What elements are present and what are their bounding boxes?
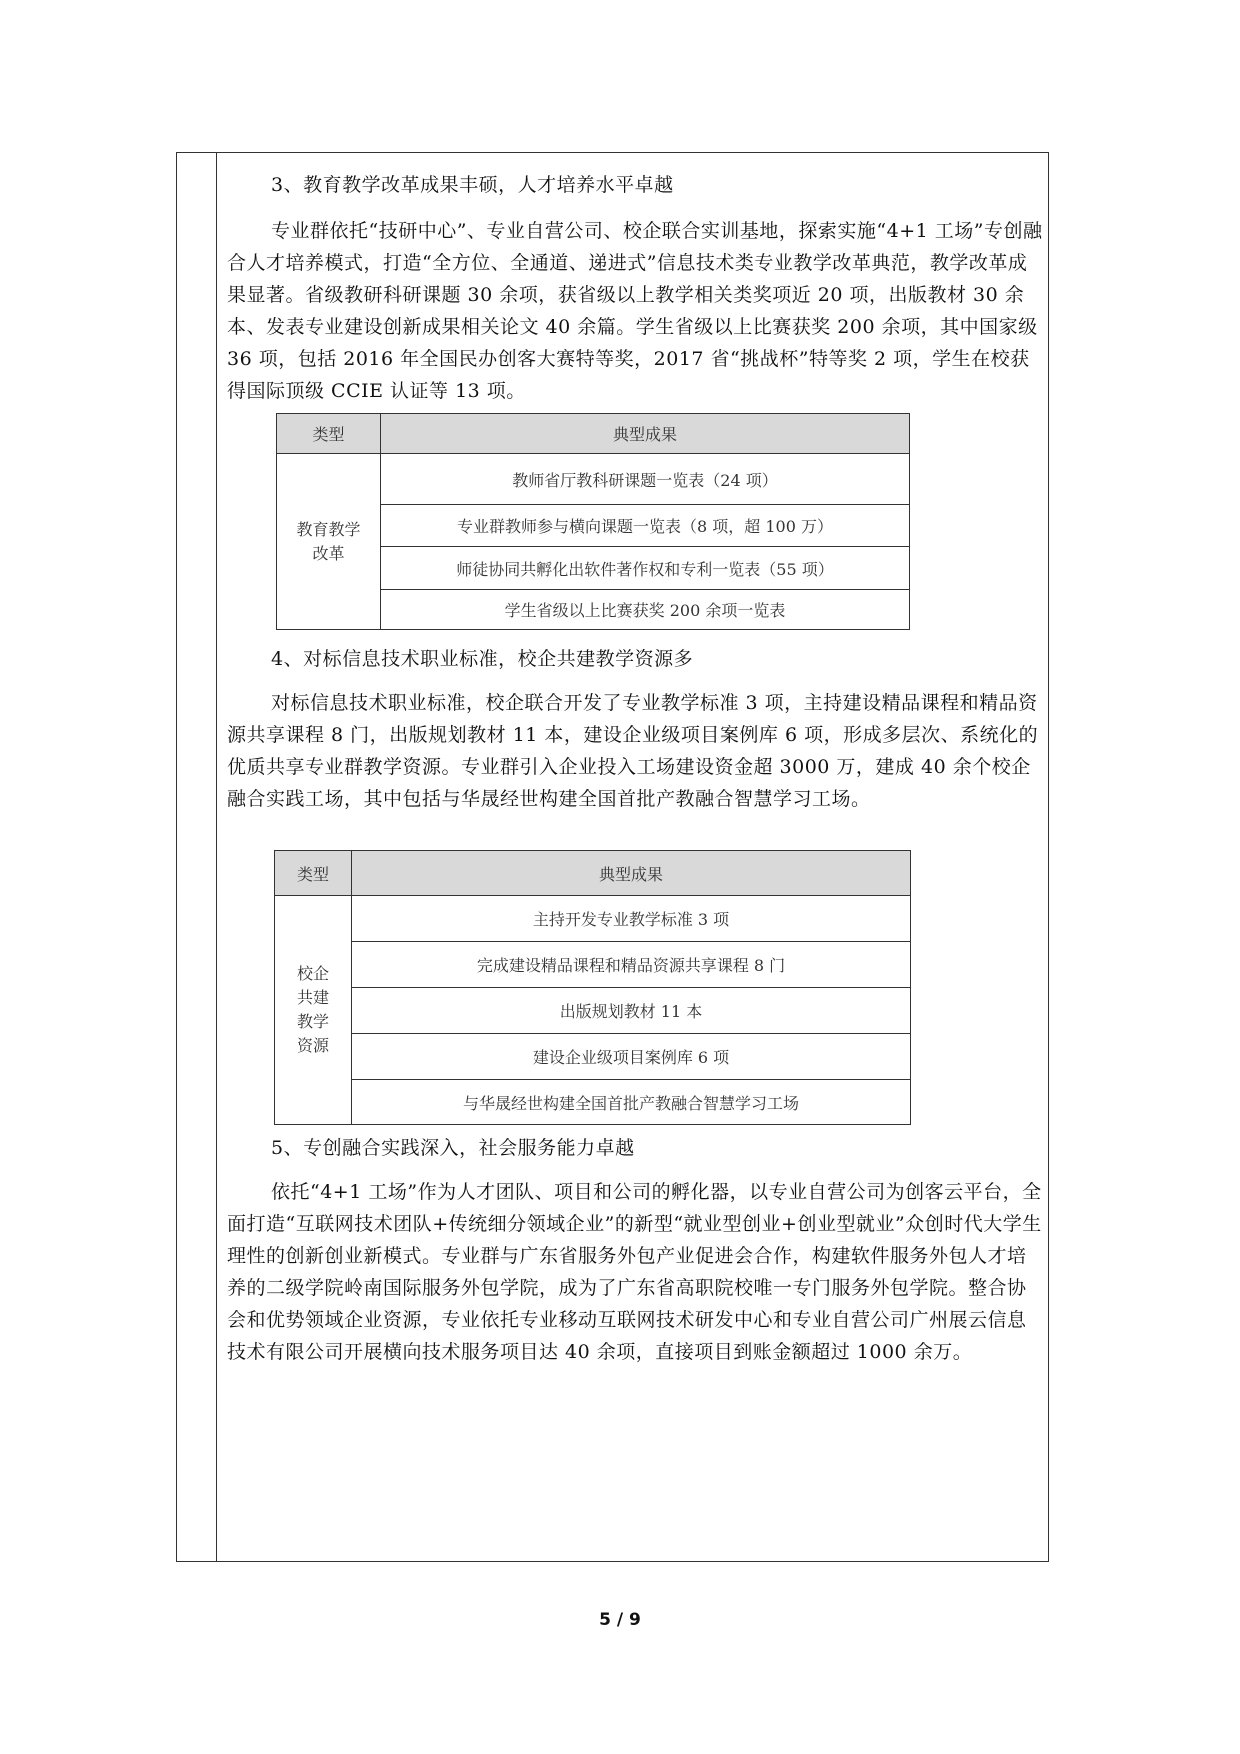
- table-row: [275, 1080, 911, 1125]
- table-header-result: 典型成果: [381, 414, 910, 454]
- table-row: [275, 942, 911, 988]
- section4-table: [274, 850, 911, 1125]
- form-frame: [176, 152, 1049, 1562]
- section4-paragraph: 对标信息技术职业标准，校企联合开发了专业教学标准 3 项，主持建设精品课程和精品资源共享课程 8 门，出版规划教材 11 本，建设企业级项目案例库 6 项，形成多层次、系统化的优质共享专业群教学资源。专业群引入企业投入工场建设资金超 3000 万，建成 40 余个校企融合实践工场，其中包括与华晟经世构建全国首批产教融合智慧学习工场。: [227, 692, 1039, 810]
- table-cell: 完成建设精品课程和精品资源共享课程 8 门: [352, 942, 911, 988]
- section5-heading: 5、专创融合实践深入，社会服务能力卓越: [271, 1137, 635, 1159]
- table-cell: 建设企业级项目案例库 6 项: [352, 1034, 911, 1080]
- table-header-type: 类型: [275, 851, 352, 896]
- table-cell: 学生省级以上比赛获奖 200 余项一览表: [381, 590, 910, 630]
- table-category-cell: 教育教学改革: [277, 454, 381, 630]
- table-cell: 教师省厅教科研课题一览表（24 项）: [381, 454, 910, 505]
- table-row: [277, 454, 910, 505]
- section3-table: [276, 413, 910, 630]
- page-number: 5 / 9: [599, 1610, 641, 1630]
- section4-heading: 4、对标信息技术职业标准，校企共建教学资源多: [271, 648, 694, 670]
- left-margin-column: [177, 153, 217, 1561]
- table-cell: 主持开发专业教学标准 3 项: [352, 896, 911, 942]
- table-cell: 与华晟经世构建全国首批产教融合智慧学习工场: [352, 1080, 911, 1125]
- table-row: [275, 896, 911, 942]
- table-row: [275, 1034, 911, 1080]
- table-header-type: 类型: [277, 414, 381, 454]
- table-row: [275, 988, 911, 1034]
- section3-paragraph: 专业群依托“技研中心”、专业自营公司、校企联合实训基地，探索实施“4+1 工场”专创融合人才培养模式，打造“全方位、全通道、递进式”信息技术类专业教学改革典范，教学改革成果显著。省级教研科研课题 30 余项，获省级以上教学相关类奖项近 20 项，出版教材 30 余本、发表专业建设创新成果相关论文 40 余篇。学生省级以上比赛获奖 200 余项，其中国家级 36 项，包括 2016 年全国民办创客大赛特等奖，2017 省“挑战杯”特等奖 2 项，学生在校获得国际顶级 CCIE 认证等 13 项。: [227, 220, 1045, 402]
- table-cell: 师徒协同共孵化出软件著作权和专利一览表（55 项）: [381, 547, 910, 590]
- section3-heading: 3、教育教学改革成果丰硕，人才培养水平卓越: [271, 174, 674, 196]
- table-header-result: 典型成果: [352, 851, 911, 896]
- table-category-cell: 校企共建教学资源: [275, 896, 352, 1125]
- section5-paragraph: 依托“4+1 工场”作为人才团队、项目和公司的孵化器，以专业自营公司为创客云平台，全面打造“互联网技术团队+传统细分领域企业”的新型“就业型创业+创业型就业”众创时代大学生理性的创新创业新模式。专业群与广东省服务外包产业促进会合作，构建软件服务外包人才培养的二级学院岭南国际服务外包学院，成为了广东省高职院校唯一专门服务外包学院。整合协会和优势领域企业资源，专业依托专业移动互联网技术研发中心和专业自营公司广州展云信息技术有限公司开展横向技术服务项目达 40 余项，直接项目到账金额超过 1000 余万。: [227, 1181, 1042, 1363]
- table-cell: 出版规划教材 11 本: [352, 988, 911, 1034]
- table-cell: 专业群教师参与横向课题一览表（8 项，超 100 万）: [381, 505, 910, 547]
